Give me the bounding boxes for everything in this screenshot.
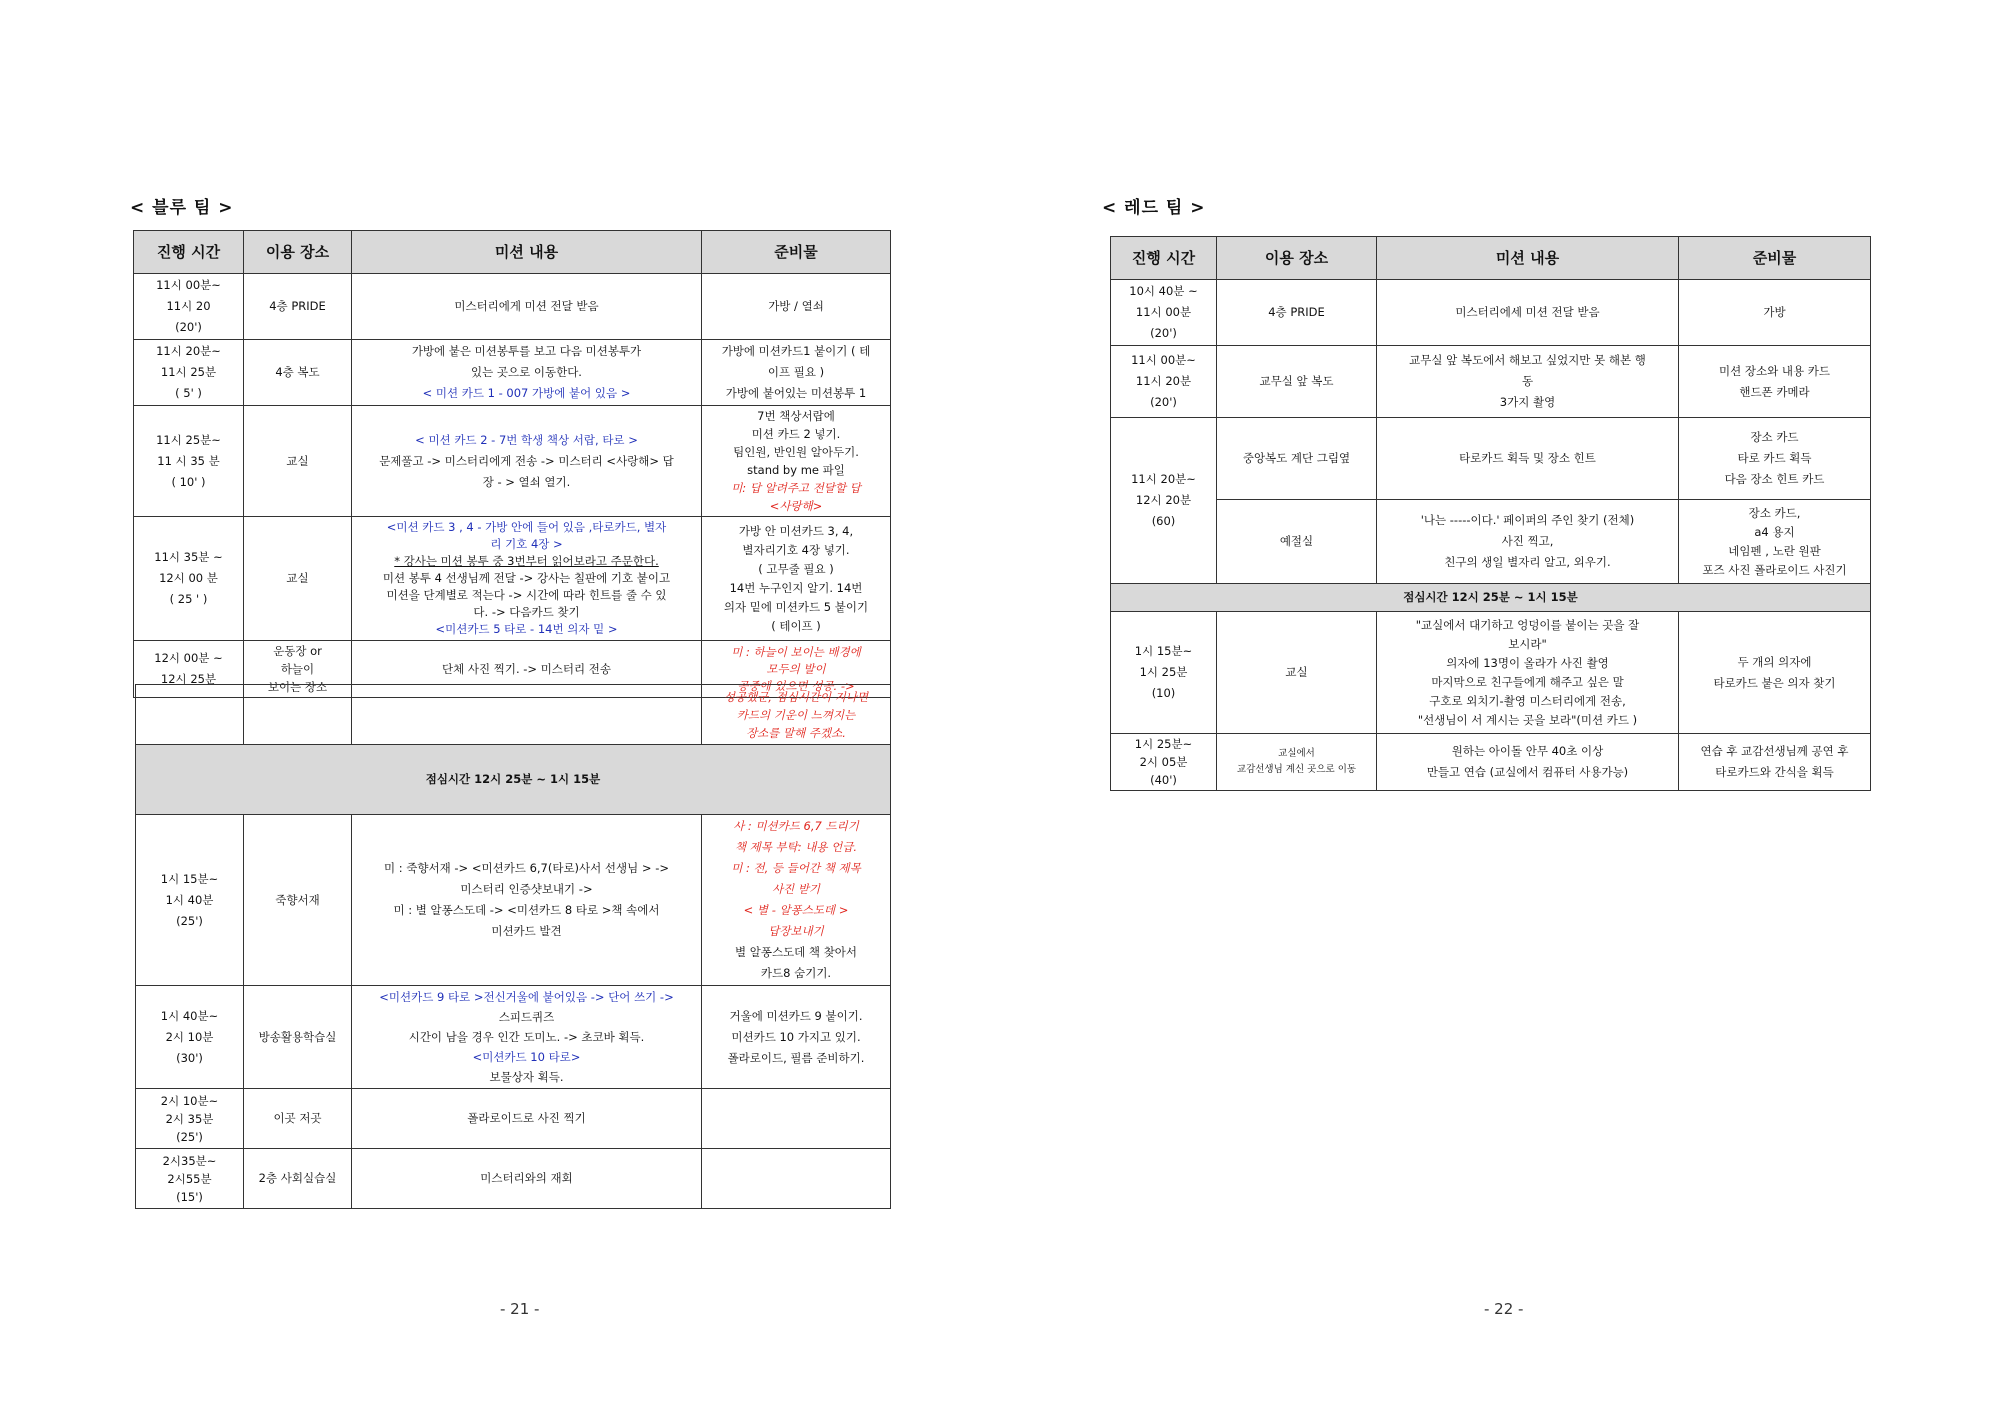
place-cell: 예절실 xyxy=(1217,500,1377,584)
page-number: - 22 - xyxy=(1484,1300,1524,1318)
header-prep: 준비물 xyxy=(702,231,891,274)
mission-cell: <미션카드 9 타로 >전신거울에 붙어있음 -> 단어 쓰기 -> 스피드퀴즈 시간이 남을 경우 인간 도미노. -> 초코바 획득. <미션카드 10 타로> 보물상자 획득. xyxy=(352,986,702,1089)
place-cell: 이곳 저곳 xyxy=(244,1089,352,1149)
place-cell: 교무실 앞 복도 xyxy=(1217,346,1377,418)
mission-cell: 단체 사진 찍기. -> 미스터리 전송 xyxy=(352,641,702,698)
prep-cell: 가방 / 열쇠 xyxy=(702,274,891,340)
time-cell: 1시 15분~ 1시 40분 (25') xyxy=(136,815,244,986)
place-cell: 방송활용학습실 xyxy=(244,986,352,1089)
prep-cell: 연습 후 교감선생님께 공연 후 타로카드와 간식을 획득 xyxy=(1679,734,1871,791)
header-place: 이용 장소 xyxy=(244,231,352,274)
prep-cell xyxy=(702,1089,891,1149)
page-22 xyxy=(1000,0,2000,1413)
mission-cell: 타로카드 획득 및 장소 힌트 xyxy=(1377,418,1679,500)
mission-cell: 폴라로이드로 사진 찍기 xyxy=(352,1089,702,1149)
lunch-time-label: 점심시간 12시 25분 ~ 1시 15분 xyxy=(1111,584,1871,612)
lunch-row xyxy=(136,745,891,815)
table-row xyxy=(1111,734,1871,791)
mission-cell: 미스터리에세 미션 전달 받음 xyxy=(1377,280,1679,346)
prep-cell: 미 : 하늘이 보이는 배경에 모두의 발이 공중에 있으면 성공. -> xyxy=(702,641,891,698)
time-cell: 11시 25분~ 11 시 35 분 ( 10' ) xyxy=(134,406,244,517)
blue-team-table xyxy=(133,230,891,698)
time-cell: 11시 00분~ 11시 20분 (20') xyxy=(1111,346,1217,418)
table-row xyxy=(134,340,891,406)
mission-cell: "교실에서 대기하고 엉덩이를 붙이는 곳을 잘 보시라" 의자에 13명이 올라가 사진 촬영 마지막으로 친구들에게 해주고 싶은 말 구호로 외치기-촬영 미스터리에게 전송, "선생님이 서 계시는 곳을 보라"(미션 카드 ) xyxy=(1377,612,1679,734)
time-cell: 11시 00분~ 11시 20 (20') xyxy=(134,274,244,340)
table-row xyxy=(1111,418,1871,500)
time-cell: 1시 25분~ 2시 05분 (40') xyxy=(1111,734,1217,791)
prep-cell: 사 : 미션카드 6,7 드리기 책 제목 부탁: 내용 언급. 미 : 전, 등 들어간 책 제목 사진 받기 < 별 - 알퐁스도데 > 답장보내기 별 알퐁스도데 책 찾아서 카드8 숨기기. xyxy=(702,815,891,986)
lunch-time-label: 점심시간 12시 25분 ~ 1시 15분 xyxy=(136,745,891,815)
mission-cell: 교무실 앞 복도에서 해보고 싶었지만 못 해본 행 동 3가지 촬영 xyxy=(1377,346,1679,418)
mission-cell: 미스터리에게 미션 전달 받음 xyxy=(352,274,702,340)
place-cell: 교실 xyxy=(1217,612,1377,734)
prep-cell: 7번 책상서랍에 미션 카드 2 넣기. 팀인원, 반인원 알아두기. stand by me 파일 미: 답 알려주고 전달할 답 <사랑해> xyxy=(702,406,891,517)
prep-cell xyxy=(702,1149,891,1209)
time-cell: 1시 15분~ 1시 25분 (10) xyxy=(1111,612,1217,734)
place-cell: 교실 xyxy=(244,406,352,517)
blue-team-title: < 블루 팀 > xyxy=(130,198,234,218)
red-team-title: < 레드 팀 > xyxy=(1102,198,1206,218)
table-row xyxy=(136,685,891,745)
time-cell: 12시 00분 ~ 12시 25분 xyxy=(134,641,244,698)
time-cell: 2시 10분~ 2시 35분 (25') xyxy=(136,1089,244,1149)
mission-cell: 미스터리와의 재회 xyxy=(352,1149,702,1209)
time-cell: 10시 40분 ~ 11시 00분 (20') xyxy=(1111,280,1217,346)
table-row xyxy=(1111,612,1871,734)
table-row xyxy=(136,815,891,986)
prep-cell: 장소 카드, a4 용지 네임펜 , 노란 원판 포즈 사진 폴라로이드 사진기 xyxy=(1679,500,1871,584)
red-team-table xyxy=(1110,236,1871,791)
table-row xyxy=(1111,280,1871,346)
place-cell: 교실에서 교감선생님 계신 곳으로 이동 xyxy=(1217,734,1377,791)
place-cell: 중앙복도 계단 그림옆 xyxy=(1217,418,1377,500)
table-row xyxy=(134,406,891,517)
mission-cell: 가방에 붙은 미션봉투를 보고 다음 미션봉투가 있는 곳으로 이동한다. < 미션 카드 1 - 007 가방에 붙어 있음 > xyxy=(352,340,702,406)
place-cell: 교실 xyxy=(244,517,352,641)
prep-cell: 가방 안 미션카드 3, 4, 별자리기호 4장 넣기. ( 고무줄 필요 ) 14번 누구인지 알기. 14번 의자 밑에 미션카드 5 붙이기 ( 테이프 ) xyxy=(702,517,891,641)
prep-cell: 두 개의 의자에 타로카드 붙은 의자 찾기 xyxy=(1679,612,1871,734)
place-cell: 4층 PRIDE xyxy=(1217,280,1377,346)
header-time: 진행 시간 xyxy=(1111,237,1217,280)
header-row xyxy=(134,231,891,274)
header-time: 진행 시간 xyxy=(134,231,244,274)
place-cell: 죽향서재 xyxy=(244,815,352,986)
header-mission: 미션 내용 xyxy=(1377,237,1679,280)
table-row xyxy=(136,986,891,1089)
prep-cell: 성공했군, 점심시간이 지나면 카드의 기운이 느껴지는 장소를 말해 주겠소. xyxy=(702,685,891,745)
table-row xyxy=(136,1149,891,1209)
table-row xyxy=(1111,500,1871,584)
time-cell: 11시 20분~ 11시 25분 ( 5' ) xyxy=(134,340,244,406)
mission-cell: 미 : 죽향서재 -> <미션카드 6,7(타로)사서 선생님 > -> 미스터리 인증샷보내기 -> 미 : 별 알퐁스도데 -> <미션카드 8 타로 >책 속에서 미션카드 발견 xyxy=(352,815,702,986)
mission-cell: '나는 -----이다.' 페이퍼의 주인 찾기 (전체) 사진 찍고, 친구의 생일 별자리 알고, 외우기. xyxy=(1377,500,1679,584)
blue-team-table-continued xyxy=(135,684,891,1209)
place-cell: 4층 PRIDE xyxy=(244,274,352,340)
prep-cell: 거울에 미션카드 9 붙이기. 미션카드 10 가지고 있기. 폴라로이드, 필름 준비하기. xyxy=(702,986,891,1089)
prep-cell: 가방 xyxy=(1679,280,1871,346)
time-cell: 11시 35분 ~ 12시 00 분 ( 25 ' ) xyxy=(134,517,244,641)
place-cell: 2층 사회실습실 xyxy=(244,1149,352,1209)
header-mission: 미션 내용 xyxy=(352,231,702,274)
place-cell: 운동장 or 하늘이 보이는 장소 xyxy=(244,641,352,698)
lunch-row xyxy=(1111,584,1871,612)
table-row xyxy=(1111,346,1871,418)
header-place: 이용 장소 xyxy=(1217,237,1377,280)
header-row xyxy=(1111,237,1871,280)
prep-cell: 미션 장소와 내용 카드 핸드폰 카메라 xyxy=(1679,346,1871,418)
header-prep: 준비물 xyxy=(1679,237,1871,280)
mission-cell: < 미션 카드 2 - 7번 학생 책상 서랍, 타로 > 문제풀고 -> 미스터리에게 전송 -> 미스터리 <사랑해> 답 장 - > 열쇠 열기. xyxy=(352,406,702,517)
table-row xyxy=(136,1089,891,1149)
page-number: - 21 - xyxy=(500,1300,540,1318)
place-cell: 4층 복도 xyxy=(244,340,352,406)
table-row xyxy=(134,517,891,641)
time-cell: 1시 40분~ 2시 10분 (30') xyxy=(136,986,244,1089)
mission-cell: <미션 카드 3 , 4 - 가방 안에 들어 있음 ,타로카드, 별자 리 기호 4장 > * 강사는 미션 봉투 중 3번부터 읽어보라고 주문한다. 미션 봉투 4 선생님께 전달 -> 강사는 칠판에 기호 붙이고 미션을 단계별로 적는다 -> 시간에 따라 힌트를 줄 수 있 다. -> 다음카드 찾기 <미션카드 5 타로 - 14번 의자 밑 > xyxy=(352,517,702,641)
time-cell: 11시 20분~ 12시 20분 (60) xyxy=(1111,418,1217,584)
prep-cell: 가방에 미션카드1 붙이기 ( 테 이프 필요 ) 가방에 붙어있는 미션봉투 1 xyxy=(702,340,891,406)
prep-cell: 장소 카드 타로 카드 획득 다음 장소 힌트 카드 xyxy=(1679,418,1871,500)
table-row xyxy=(134,274,891,340)
mission-cell: 원하는 아이돌 안무 40초 이상 만들고 연습 (교실에서 컴퓨터 사용가능) xyxy=(1377,734,1679,791)
time-cell: 2시35분~ 2시55분 (15') xyxy=(136,1149,244,1209)
